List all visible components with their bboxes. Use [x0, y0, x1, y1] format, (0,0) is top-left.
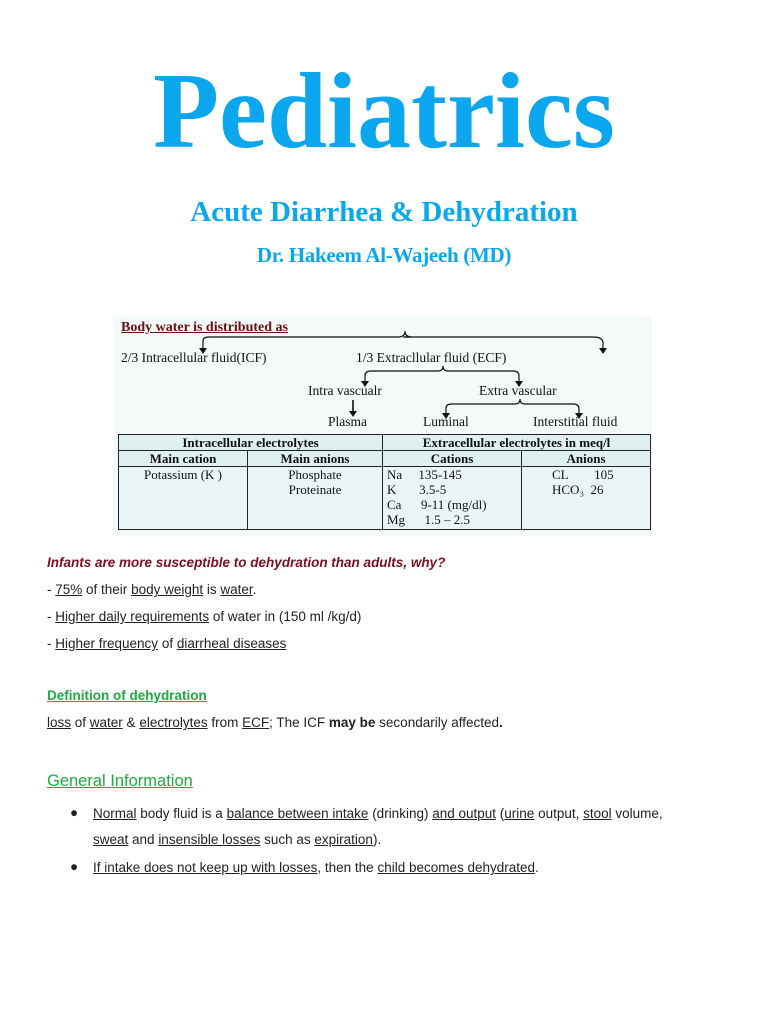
text-span: secondarily affected: [375, 715, 499, 730]
cation-value: Mg 1.5 – 2.5: [387, 512, 471, 527]
text-span: urine: [504, 806, 535, 821]
text-span: of their: [82, 582, 132, 597]
text-span: .: [252, 582, 257, 597]
cations-header: Cations: [383, 451, 522, 467]
arrow-ecf: [599, 348, 607, 354]
text-span: water: [220, 582, 253, 597]
definition-text: [47, 715, 503, 730]
text-span: &: [122, 715, 140, 730]
cation-value: Ca 9-11 (mg/dl): [387, 497, 487, 512]
text-span: ECF: [242, 715, 270, 730]
bullet-1-line-2: [93, 832, 381, 847]
text-span: and: [128, 832, 159, 847]
reason-line-1: [47, 582, 256, 597]
text-span: -: [47, 609, 56, 624]
text-span: stool: [583, 806, 612, 821]
text-span: Normal: [93, 806, 137, 821]
text-span: ; The ICF: [269, 715, 329, 730]
cations-values-cell: [383, 467, 522, 530]
electrolytes-table: [118, 434, 651, 530]
text-span: water: [89, 715, 123, 730]
document-subtitle: Acute Diarrhea & Dehydration: [190, 196, 578, 228]
phosphate-text: Phosphate: [288, 467, 342, 482]
text-span: and output: [432, 806, 497, 821]
anion-cell: [248, 467, 383, 530]
table-row: [119, 435, 651, 451]
cation-cell: [119, 467, 248, 530]
text-span: of: [71, 715, 90, 730]
cation-value: K 3.5-5: [387, 482, 447, 497]
text-span: Higher daily requirements: [55, 609, 210, 624]
text-span: (drinking): [368, 806, 433, 821]
interstitial-label: Interstitial fluid: [533, 414, 618, 429]
anion-value: HCO₃ 26: [552, 482, 604, 497]
luminal-label: Luminal: [423, 414, 469, 429]
brace-mid: [365, 366, 519, 382]
intra-vascular-label: Intra vascualr: [308, 383, 382, 398]
text-span: is: [203, 582, 221, 597]
cation-value: Na 135-145: [387, 467, 462, 482]
text-span: may be: [328, 715, 376, 730]
figure-heading: Body water is distributed as: [121, 320, 288, 335]
text-span: body fluid is a: [136, 806, 227, 821]
text-span: 75%: [55, 582, 83, 597]
text-span: volume,: [611, 806, 663, 821]
definition-heading: Definition of dehydration: [47, 688, 207, 703]
reason-line-3: [47, 636, 286, 651]
anions-values-cell: [522, 467, 651, 530]
bullet-2-line-1: [93, 860, 539, 875]
extra-vascular-label: Extra vascular: [479, 383, 557, 398]
anion-value: CL 105: [552, 467, 614, 482]
text-span: of: [158, 636, 177, 651]
anions-header: Anions: [522, 451, 651, 467]
text-span: -: [47, 636, 56, 651]
text-span: expiration: [314, 832, 373, 847]
text-span: If intake does not keep up with losses: [93, 860, 318, 875]
bullet-icon: ●: [70, 805, 79, 820]
text-span: of water in (150 ml /kg/d): [209, 609, 362, 624]
main-cation-header: Main cation: [119, 451, 248, 467]
table-row: [119, 467, 651, 530]
reason-line-2: [47, 609, 361, 624]
ecf-label: 1/3 Extracllular fluid (ECF): [356, 350, 507, 365]
text-span: balance between intake: [226, 806, 369, 821]
intra-header: Intracellular electrolytes: [119, 435, 383, 451]
text-span: ).: [372, 832, 382, 847]
text-span: (: [496, 806, 505, 821]
main-anions-header: Main anions: [248, 451, 383, 467]
text-span: , then the: [317, 860, 378, 875]
text-span: loss: [47, 715, 72, 730]
extra-header: Extracellular electrolytes in meq/l: [383, 435, 651, 451]
brace-low: [446, 399, 579, 414]
text-span: child becomes dehydrated: [377, 860, 536, 875]
text-span: body weight: [131, 582, 204, 597]
text-span: diarrheal diseases: [176, 636, 287, 651]
brace-top-right: [405, 337, 603, 348]
potassium-text: Potassium (K ): [144, 467, 222, 482]
table-row: [119, 451, 651, 467]
question-text: Infants are more susceptible to dehydration than adults, why?: [47, 555, 446, 570]
text-span: from: [207, 715, 243, 730]
text-span: electrolytes: [139, 715, 208, 730]
text-span: such as: [260, 832, 315, 847]
bullet-icon: ●: [70, 859, 79, 874]
body-water-figure: [113, 316, 652, 536]
text-span: output,: [534, 806, 584, 821]
text-span: .: [499, 715, 503, 730]
text-span: .: [535, 860, 539, 875]
general-info-heading: General Information: [47, 772, 193, 790]
text-span: insensible losses: [158, 832, 261, 847]
proteinate-text: Proteinate: [288, 482, 342, 497]
plasma-label: Plasma: [328, 414, 367, 429]
text-span: sweat: [93, 832, 129, 847]
text-span: Higher frequency: [55, 636, 159, 651]
icf-label: 2/3 Intracellular fluid(ICF): [121, 350, 267, 365]
document-title: Pediatrics: [153, 52, 615, 171]
bullet-1-line-1: [93, 806, 663, 821]
text-span: -: [47, 582, 56, 597]
author-line: Dr. Hakeem Al-Wajeeh (MD): [256, 243, 512, 267]
